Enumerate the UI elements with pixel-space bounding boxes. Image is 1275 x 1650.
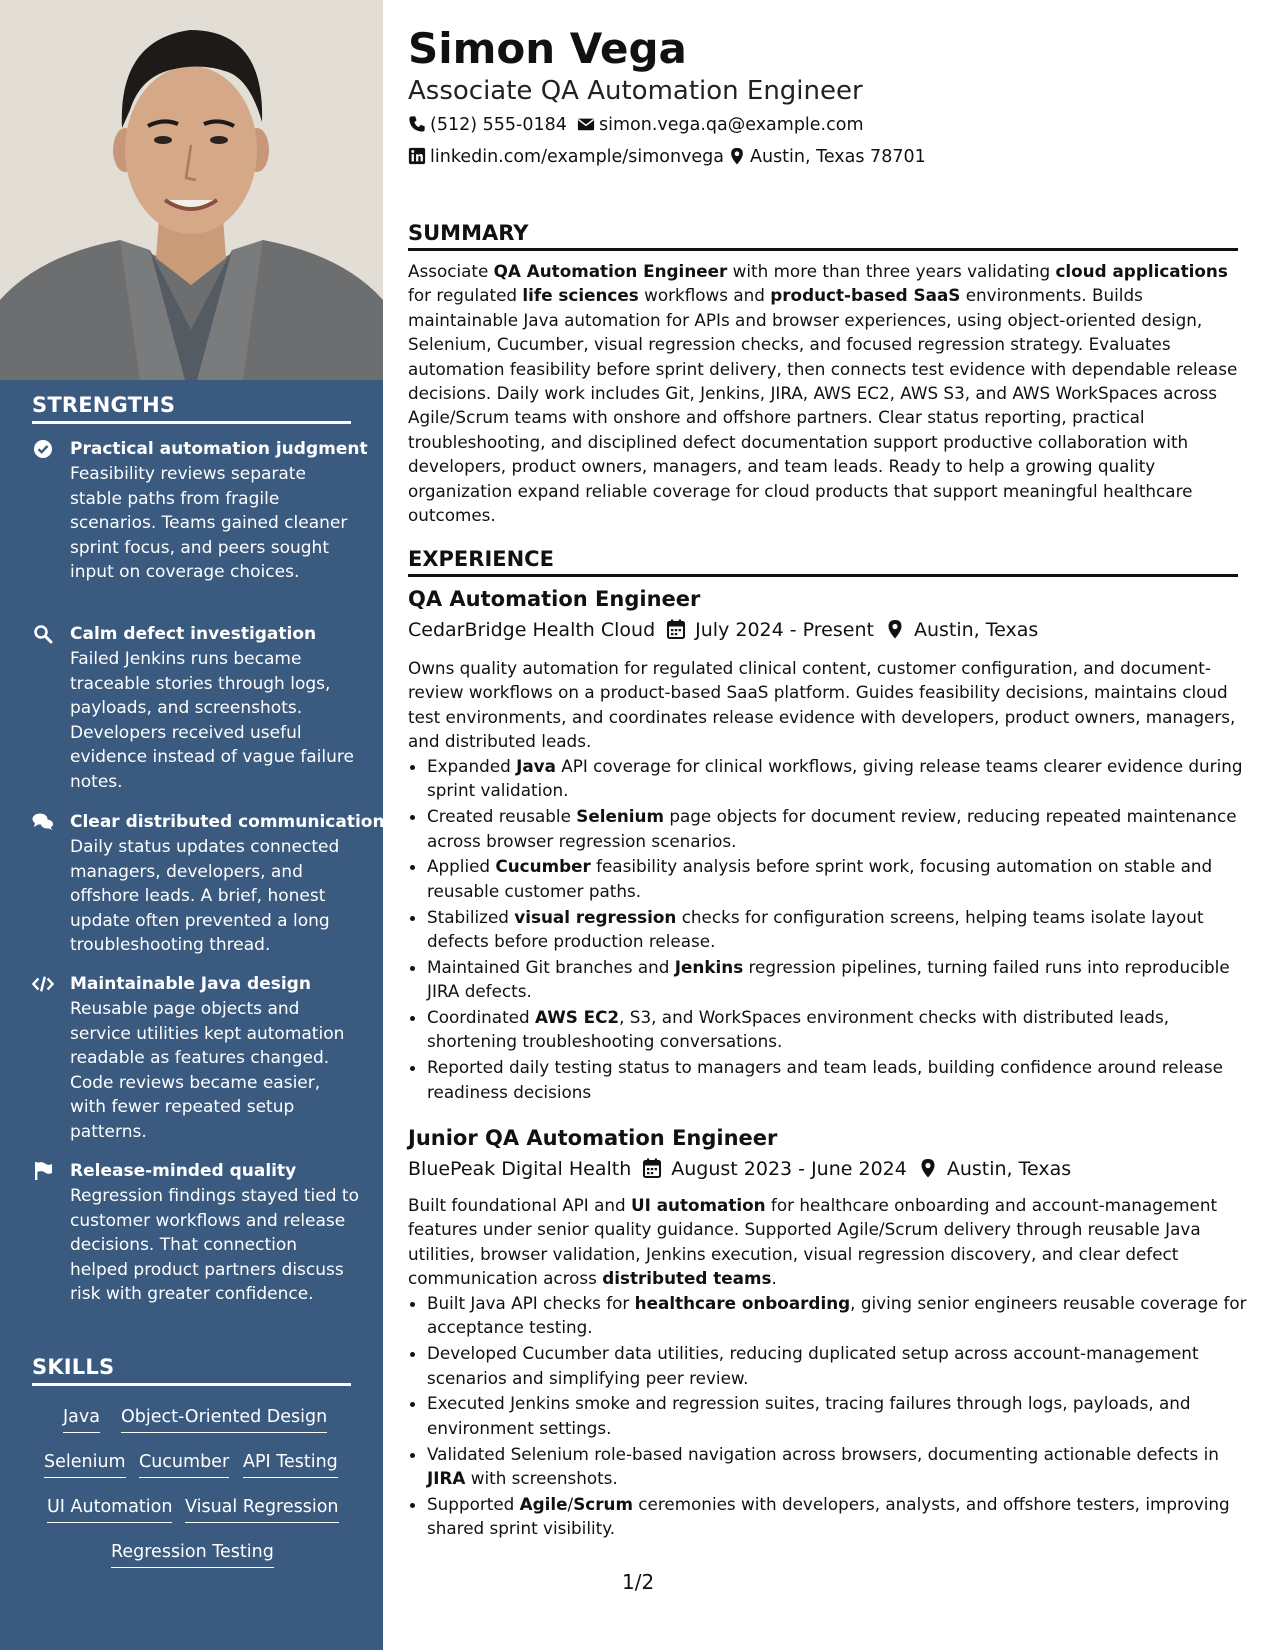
contact-email[interactable]	[577, 113, 864, 137]
job-bullet: • Validated Selenium role-based navigation across browsers, documenting actionable defects in JIRA with screenshots.	[427, 1442, 1257, 1491]
job-dates: July 2024 - Present	[695, 619, 874, 641]
code-icon	[32, 974, 54, 994]
skill-tag: UI Automation	[47, 1495, 172, 1523]
job-bullets	[408, 754, 1257, 1105]
phone-text: (512) 555-0184	[430, 115, 567, 135]
candidate-role: Associate QA Automation Engineer	[408, 76, 863, 106]
skill-tag: Selenium	[44, 1450, 126, 1478]
job-title: Junior QA Automation Engineer	[408, 1126, 778, 1150]
strengths-heading: STRENGTHS	[32, 393, 351, 424]
profile-photo	[0, 0, 383, 380]
candidate-name: Simon Vega	[408, 24, 687, 73]
strength-description: Daily status updates connected managers, developers, and offshore leads. A brief, honest update often prevented a long troubleshooting thread.	[70, 837, 340, 956]
strength-title: Release-minded quality	[70, 1161, 297, 1181]
job-bullet: • Applied Cucumber feasibility analysis before sprint work, focusing automation on stable and reusable customer paths.	[427, 854, 1257, 903]
calendar-icon	[667, 619, 685, 639]
skills-heading: SKILLS	[32, 1355, 351, 1386]
strength-title: Maintainable Java design	[70, 974, 311, 994]
job-bullet: • Coordinated AWS EC2, S3, and WorkSpaces environment checks with distributed leads, shortening troubleshooting conversations.	[427, 1005, 1257, 1054]
job-bullet: • Developed Cucumber data utilities, reducing duplicated setup across account-management scenarios and simplifying peer review.	[427, 1341, 1257, 1390]
strength-description: Feasibility reviews separate stable paths from fragile scenarios. Teams gained cleaner sprint focus, and peers sought input on coverage choices.	[70, 464, 348, 583]
job-description: Built foundational API and UI automation for healthcare onboarding and account-management features under senior quality guidance. Supported Agile/Scrum delivery through reusable Java utilities, browser validation, Jenkins execution, visual regression discovery, and clear defect communication across distributed teams.	[408, 1195, 1218, 1289]
experience-heading: EXPERIENCE	[408, 547, 1238, 577]
summary-text: Associate QA Automation Engineer with more than three years validating cloud applications for regulated life sciences workflows and product-based SaaS environments. Builds maintainable Java automation for APIs and browser experiences, using object-oriented design, Selenium, Cucumber, visual regression checks, and focused regression strategy. Evaluates automation feasibility before sprint delivery, then connects test evidence with dependable release decisions. Daily work includes Git, Jenkins, JIRA, AWS EC2, AWS S3, and AWS WorkSpaces across Agile/Scrum teams with onshore and offshore partners. Clear status reporting, practical troubleshooting, and disciplined defect documentation support productive collaboration with developers, product owners, managers, and team leads. Ready to help a growing quality organization expand reliable coverage for cloud products that support meaningful healthcare outcomes.	[408, 261, 1238, 526]
sidebar	[0, 0, 383, 1650]
job-bullet: • Supported Agile/Scrum ceremonies with developers, analysts, and offshore testers, improving shared sprint visibility.	[427, 1492, 1257, 1541]
job-bullet: • Created reusable Selenium page objects for document review, reducing repeated maintenance across browser regression scenarios.	[427, 804, 1257, 853]
strength-title: Clear distributed communication	[70, 812, 385, 832]
phone-icon	[408, 115, 426, 133]
job-bullet: • Built Java API checks for healthcare onboarding, giving senior engineers reusable coverage for acceptance testing.	[427, 1291, 1257, 1340]
job-bullet: • Expanded Java API coverage for clinical workflows, giving release teams clearer evidence during sprint validation.	[427, 754, 1257, 803]
envelope-icon	[577, 115, 595, 133]
strength-description: Reusable page objects and service utilities kept automation readable as features changed. Code reviews became easier, with fewer repeated setup patterns.	[70, 999, 345, 1142]
linkedin-link[interactable]: linkedin.com/example/simonvega	[430, 147, 724, 167]
contact-linkedin[interactable]	[408, 145, 724, 169]
search-icon	[32, 624, 54, 644]
job-dates: August 2023 - June 2024	[671, 1158, 907, 1180]
strength-title: Practical automation judgment	[70, 439, 368, 459]
job-company: BluePeak Digital Health	[408, 1158, 632, 1180]
strength-description: Failed Jenkins runs became traceable stories through logs, payloads, and screenshots. Developers received useful evidence instead of vague failure notes.	[70, 649, 354, 792]
job-location: Austin, Texas	[946, 1158, 1072, 1180]
job-meta	[408, 617, 1038, 643]
job-company: CedarBridge Health Cloud	[408, 619, 656, 641]
skill-tag: Java	[63, 1405, 100, 1433]
skill-tag: Object-Oriented Design	[121, 1405, 327, 1433]
contact-location	[728, 145, 926, 169]
contact-phone	[408, 113, 567, 137]
page-number: 1/2	[622, 1570, 655, 1594]
calendar-icon	[643, 1158, 661, 1178]
skill-tag: Visual Regression	[185, 1495, 339, 1523]
job-title: QA Automation Engineer	[408, 587, 701, 611]
job-bullet: • Executed Jenkins smoke and regression suites, tracing failures through logs, payloads, and environment settings.	[427, 1391, 1257, 1440]
strength-description: Regression findings stayed tied to customer workflows and release decisions. That connection helped product partners discuss risk with greater confidence.	[70, 1186, 359, 1305]
skill-tag: Regression Testing	[111, 1540, 274, 1568]
job-bullets	[408, 1291, 1257, 1542]
linkedin-icon	[408, 147, 426, 165]
chat-bubbles-icon	[32, 812, 54, 832]
job-meta	[408, 1156, 1071, 1182]
summary-heading: SUMMARY	[408, 221, 1238, 251]
strength-title: Calm defect investigation	[70, 624, 317, 644]
location-text: Austin, Texas 78701	[750, 147, 926, 167]
check-circle-icon	[32, 439, 54, 459]
skill-tag: Cucumber	[139, 1450, 229, 1478]
job-location: Austin, Texas	[913, 619, 1039, 641]
job-description: Owns quality automation for regulated clinical content, customer configuration, and document-review workflows on a product-based SaaS platform. Guides feasibility decisions, maintains cloud test environments, and coordinates release evidence with developers, product owners, managers, and distributed leads.	[408, 658, 1236, 752]
job-bullet: • Maintained Git branches and Jenkins regression pipelines, turning failed runs into reproducible JIRA defects.	[427, 955, 1257, 1004]
map-pin-icon	[919, 1158, 937, 1178]
flag-icon	[32, 1161, 54, 1181]
skill-tag: API Testing	[243, 1450, 338, 1478]
job-bullet: • Stabilized visual regression checks for configuration screens, helping teams isolate layout defects before production release.	[427, 905, 1257, 954]
email-link[interactable]: simon.vega.qa@example.com	[599, 115, 864, 135]
map-pin-icon	[886, 619, 904, 639]
job-bullet: • Reported daily testing status to managers and team leads, building confidence around release readiness decisions	[427, 1055, 1257, 1104]
map-pin-icon	[728, 147, 746, 165]
